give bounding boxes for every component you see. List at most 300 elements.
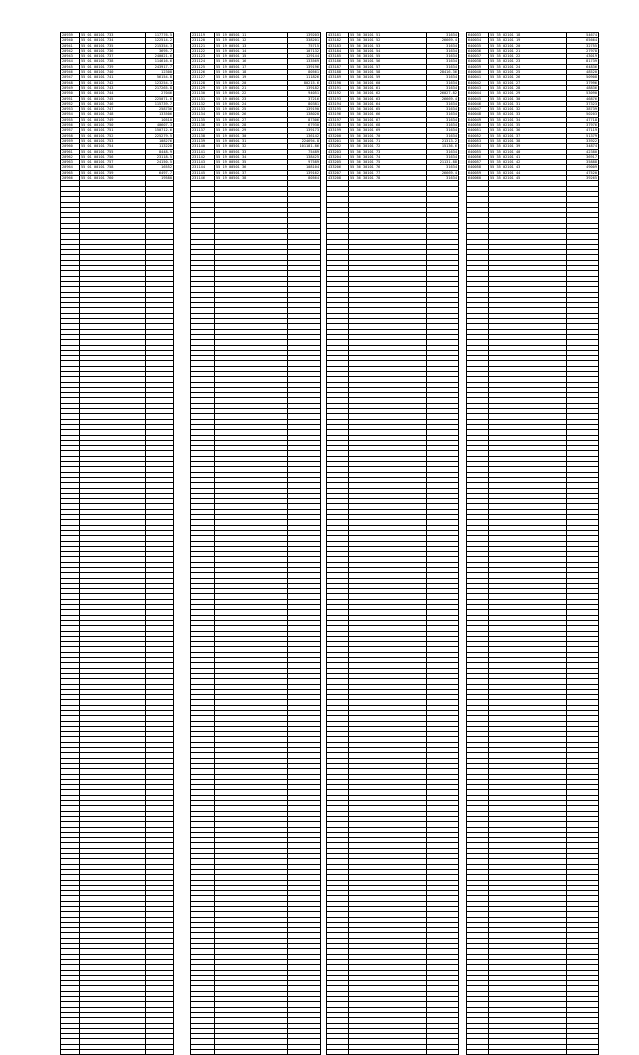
- row-id-cell: 433188: [327, 70, 349, 75]
- row-id-cell: 20963: [61, 160, 80, 165]
- row-id-cell: 231131: [191, 96, 215, 101]
- row-id-cell: 640044: [467, 91, 489, 96]
- code-cell: 55 35 02101 40: [489, 149, 567, 154]
- code-cell: 55 19 00501 12: [215, 38, 288, 43]
- amount-cell: 94051: [288, 91, 321, 96]
- amount-cell: 87306: [288, 117, 321, 122]
- row-id-cell: 20952: [61, 101, 80, 106]
- amount-cell: 150712.6: [146, 128, 174, 133]
- amount-cell: 31634: [427, 107, 459, 112]
- code-cell: 55 19 00501 21: [215, 85, 288, 90]
- amount-cell: 31634: [427, 54, 459, 59]
- row-id-cell: 231134: [191, 112, 215, 117]
- amount-cell: 31634: [427, 43, 459, 48]
- code-cell: 55 36 30101 70: [349, 133, 427, 138]
- code-cell: 55 19 00501 36: [215, 165, 288, 170]
- amount-cell: 31634: [427, 154, 459, 159]
- data-table: [326, 32, 459, 1055]
- data-table: [466, 32, 599, 1055]
- amount-cell: 139162: [288, 170, 321, 175]
- code-cell: 55 01 00101 736: [80, 48, 146, 53]
- amount-cell: 217265.8: [146, 85, 174, 90]
- amount-cell: [567, 1050, 599, 1055]
- row-id-cell: 20962: [61, 154, 80, 159]
- table-block-4: [466, 32, 599, 1055]
- code-cell: 55 35 02101 45: [489, 176, 567, 181]
- code-cell: 55 35 02101 43: [489, 165, 567, 170]
- amount-cell: 139190: [288, 107, 321, 112]
- amount-cell: 40607.3: [146, 123, 174, 128]
- code-cell: 55 36 30101 57: [349, 64, 427, 69]
- amount-cell: 49009: [567, 165, 599, 170]
- amount-cell: 75489: [288, 149, 321, 154]
- amount-cell: 53090: [567, 91, 599, 96]
- amount-cell: 31634: [427, 64, 459, 69]
- amount-cell: 46876: [567, 96, 599, 101]
- code-cell: 55 01 00101 746: [80, 101, 146, 106]
- code-cell: 55 36 30101 76: [349, 165, 427, 170]
- row-id-cell: 640059: [467, 170, 489, 175]
- code-cell: 55 01 00101 749: [80, 117, 146, 122]
- amount-cell: 31634: [427, 48, 459, 53]
- amount-cell: 56154.8: [146, 75, 174, 80]
- row-id-cell: 231141: [191, 149, 215, 154]
- row-id-cell: [467, 1050, 489, 1055]
- amount-cell: 33922: [567, 138, 599, 143]
- code-cell: 55 35 02101 34: [489, 117, 567, 122]
- code-cell: 55 36 30101 58: [349, 70, 427, 75]
- row-id-cell: 433204: [327, 154, 349, 159]
- code-cell: 55 36 30101 66: [349, 112, 427, 117]
- code-cell: 55 19 00501 13: [215, 43, 288, 48]
- amount-cell: 139182: [288, 85, 321, 90]
- row-id-cell: 640046: [467, 101, 489, 106]
- amount-cell: 50203: [567, 112, 599, 117]
- row-id-cell: 640055: [467, 149, 489, 154]
- amount-cell: 32755: [567, 43, 599, 48]
- code-cell: 55 35 02101 20: [489, 43, 567, 48]
- code-cell: 55 19 00501 14: [215, 48, 288, 53]
- row-id-cell: 640045: [467, 96, 489, 101]
- amount-cell: 8448.9: [146, 149, 174, 154]
- row-id-cell: 433199: [327, 128, 349, 133]
- code-cell: 55 01 00101 747: [80, 107, 146, 112]
- amount-cell: 80564: [288, 176, 321, 181]
- code-cell: [349, 1050, 427, 1055]
- row-id-cell: [191, 1050, 215, 1055]
- table-block-2: [190, 32, 321, 1055]
- amount-cell: 64836: [567, 64, 599, 69]
- code-cell: 55 36 30101 51: [349, 33, 427, 38]
- row-id-cell: 433207: [327, 170, 349, 175]
- table-row: [467, 1050, 599, 1055]
- code-cell: 55 35 02101 35: [489, 123, 567, 128]
- amount-cell: 31634: [427, 59, 459, 64]
- row-id-cell: 433198: [327, 123, 349, 128]
- row-id-cell: 640049: [467, 117, 489, 122]
- code-cell: 55 35 02101 22: [489, 54, 567, 59]
- row-id-cell: 20951: [61, 96, 80, 101]
- row-id-cell: 433206: [327, 165, 349, 170]
- amount-cell: 31634: [427, 165, 459, 170]
- amount-cell: 31634: [427, 80, 459, 85]
- row-id-cell: 20956: [61, 123, 80, 128]
- row-id-cell: 231128: [191, 80, 215, 85]
- row-id-cell: 231142: [191, 154, 215, 159]
- code-cell: 55 01 00101 741: [80, 75, 146, 80]
- code-cell: 55 35 02101 37: [489, 133, 567, 138]
- row-id-cell: 20946: [61, 70, 80, 75]
- amount-cell: 24150.5: [146, 160, 174, 165]
- amount-cell: 23118.5: [146, 154, 174, 159]
- amount-cell: 123254.3: [146, 80, 174, 85]
- row-id-cell: 231132: [191, 101, 215, 106]
- code-cell: 55 36 30101 59: [349, 75, 427, 80]
- code-cell: 55 19 00501 32: [215, 144, 288, 149]
- amount-cell: 47119: [567, 128, 599, 133]
- code-cell: 55 35 02101 25: [489, 70, 567, 75]
- amount-cell: 111826: [288, 75, 321, 80]
- code-cell: 55 35 02101 23: [489, 59, 567, 64]
- amount-cell: 31634: [427, 112, 459, 117]
- row-id-cell: 433184: [327, 48, 349, 53]
- code-cell: 55 35 02101 21: [489, 48, 567, 53]
- amount-cell: 26669.4: [427, 38, 459, 43]
- row-id-cell: 433203: [327, 149, 349, 154]
- row-id-cell: 20939: [61, 33, 80, 38]
- amount-cell: 65664: [567, 38, 599, 43]
- code-cell: 55 19 00501 35: [215, 160, 288, 165]
- code-cell: 55 36 30101 55: [349, 54, 427, 59]
- row-id-cell: 640056: [467, 154, 489, 159]
- row-id-cell: 433183: [327, 43, 349, 48]
- code-cell: 55 36 30101 71: [349, 138, 427, 143]
- code-cell: 55 36 30101 77: [349, 170, 427, 175]
- row-id-cell: 433189: [327, 75, 349, 80]
- amount-cell: 6497.7: [146, 170, 174, 175]
- code-cell: 55 36 30101 54: [349, 48, 427, 53]
- amount-cell: 122514.2: [146, 38, 174, 43]
- amount-cell: [427, 1050, 459, 1055]
- row-id-cell: 433182: [327, 38, 349, 43]
- amount-cell: 138020: [288, 112, 321, 117]
- code-cell: 55 01 00101 753: [80, 138, 146, 143]
- amount-cell: 48836: [567, 85, 599, 90]
- amount-cell: 80381: [288, 101, 321, 106]
- row-id-cell: 20948: [61, 80, 80, 85]
- row-id-cell: [61, 1050, 80, 1055]
- code-cell: 55 01 00101 734: [80, 38, 146, 43]
- code-cell: 55 01 00101 752: [80, 133, 146, 138]
- code-cell: 55 01 00101 745: [80, 96, 146, 101]
- row-id-cell: 433191: [327, 85, 349, 90]
- code-cell: 55 35 02101 39: [489, 144, 567, 149]
- code-cell: 55 01 00101 750: [80, 123, 146, 128]
- amount-cell: 224694.8: [288, 138, 321, 143]
- row-id-cell: 20961: [61, 149, 80, 154]
- row-id-cell: 231140: [191, 144, 215, 149]
- row-id-cell: 231143: [191, 160, 215, 165]
- row-id-cell: 20943: [61, 54, 80, 59]
- amount-cell: 108276: [146, 138, 174, 143]
- data-table: [190, 32, 321, 1055]
- amount-cell: 133569: [288, 59, 321, 64]
- code-cell: 55 36 30101 64: [349, 101, 427, 106]
- amount-cell: 67930: [288, 123, 321, 128]
- row-id-cell: 640058: [467, 165, 489, 170]
- code-cell: 55 36 30101 65: [349, 107, 427, 112]
- row-id-cell: 20966: [61, 176, 80, 181]
- row-id-cell: 20942: [61, 48, 80, 53]
- code-cell: 55 35 02101 18: [489, 33, 567, 38]
- table-block-3: [326, 32, 459, 1055]
- amount-cell: 139203: [288, 33, 321, 38]
- amount-cell: 26669.4: [427, 96, 459, 101]
- code-cell: 55 36 30101 75: [349, 160, 427, 165]
- row-id-cell: 20964: [61, 165, 80, 170]
- row-id-cell: 231133: [191, 107, 215, 112]
- amount-cell: 36917: [567, 154, 599, 159]
- code-cell: 55 19 00501 20: [215, 80, 288, 85]
- row-id-cell: 20958: [61, 133, 80, 138]
- row-id-cell: 20955: [61, 117, 80, 122]
- amount-cell: 37216: [288, 96, 321, 101]
- row-id-cell: 231146: [191, 176, 215, 181]
- code-cell: 55 19 00501 16: [215, 59, 288, 64]
- amount-cell: 136142: [288, 133, 321, 138]
- code-cell: 55 35 02101 19: [489, 38, 567, 43]
- code-cell: 55 36 30101 72: [349, 144, 427, 149]
- row-id-cell: 433193: [327, 96, 349, 101]
- amount-cell: [288, 1050, 321, 1055]
- code-cell: 55 19 00501 15: [215, 54, 288, 59]
- amount-cell: 114616.6: [146, 59, 174, 64]
- row-id-cell: 433187: [327, 64, 349, 69]
- code-cell: 55 01 00101 756: [80, 154, 146, 159]
- code-cell: 55 01 00101 733: [80, 33, 146, 38]
- code-cell: [215, 1050, 288, 1055]
- amount-cell: 108104: [288, 165, 321, 170]
- code-cell: 55 19 00501 33: [215, 149, 288, 154]
- code-cell: 55 36 30101 60: [349, 80, 427, 85]
- row-id-cell: 640033: [467, 33, 489, 38]
- code-cell: 55 01 00101 737: [80, 54, 146, 59]
- amount-cell: 37976: [567, 123, 599, 128]
- row-id-cell: 231130: [191, 91, 215, 96]
- amount-cell: 80561: [288, 70, 321, 75]
- amount-cell: 27046: [146, 91, 174, 96]
- row-id-cell: 231136: [191, 123, 215, 128]
- code-cell: 55 01 00101 757: [80, 160, 146, 165]
- amount-cell: 21313.2: [427, 138, 459, 143]
- amount-cell: 138425: [288, 154, 321, 159]
- amount-cell: 139173: [288, 128, 321, 133]
- row-id-cell: 20960: [61, 144, 80, 149]
- code-cell: 55 19 00501 27: [215, 117, 288, 122]
- code-cell: 55 19 00501 26: [215, 112, 288, 117]
- row-id-cell: 20944: [61, 59, 80, 64]
- amount-cell: 28416.36: [427, 70, 459, 75]
- table-row: [61, 1050, 174, 1055]
- code-cell: 55 36 30101 63: [349, 96, 427, 101]
- code-cell: 55 36 30101 53: [349, 43, 427, 48]
- row-id-cell: 433196: [327, 112, 349, 117]
- row-id-cell: 640050: [467, 123, 489, 128]
- amount-cell: 43019: [567, 54, 599, 59]
- code-cell: 55 35 02101 36: [489, 128, 567, 133]
- row-id-cell: 640057: [467, 160, 489, 165]
- code-cell: 55 35 02101 44: [489, 170, 567, 175]
- amount-cell: 31634: [427, 33, 459, 38]
- code-cell: 55 01 00101 758: [80, 165, 146, 170]
- code-cell: 55 19 00501 28: [215, 123, 288, 128]
- amount-cell: 15136.6: [427, 144, 459, 149]
- amount-cell: 117776.5: [146, 33, 174, 38]
- amount-cell: 80215.6: [288, 80, 321, 85]
- amount-cell: 139196: [288, 64, 321, 69]
- code-cell: 55 36 30101 56: [349, 59, 427, 64]
- amount-cell: 31634: [427, 149, 459, 154]
- code-cell: 55 36 30101 52: [349, 38, 427, 43]
- amount-cell: 16552: [146, 165, 174, 170]
- code-cell: 55 01 00101 755: [80, 149, 146, 154]
- amount-cell: 34874: [567, 144, 599, 149]
- code-cell: 55 19 00501 34: [215, 154, 288, 159]
- row-id-cell: 640051: [467, 128, 489, 133]
- amount-cell: 31634: [427, 75, 459, 80]
- row-id-cell: 640039: [467, 64, 489, 69]
- code-cell: 55 19 00501 17: [215, 64, 288, 69]
- code-cell: 55 35 02101 38: [489, 138, 567, 143]
- table-row: [191, 1050, 321, 1055]
- amount-cell: 113228: [146, 144, 174, 149]
- row-id-cell: 433186: [327, 59, 349, 64]
- row-id-cell: 231145: [191, 170, 215, 175]
- code-cell: 55 36 30101 62: [349, 91, 427, 96]
- code-cell: 55 35 02101 26: [489, 75, 567, 80]
- amount-cell: 50908: [567, 75, 599, 80]
- amount-cell: 258736: [146, 107, 174, 112]
- amount-cell: 133506: [146, 112, 174, 117]
- amount-cell: 42380: [567, 149, 599, 154]
- row-id-cell: [327, 1050, 349, 1055]
- code-cell: 55 36 30101 74: [349, 154, 427, 159]
- row-id-cell: 231121: [191, 43, 215, 48]
- amount-cell: 31634: [427, 101, 459, 106]
- amount-cell: 101181.86: [288, 144, 321, 149]
- row-id-cell: 640054: [467, 144, 489, 149]
- amount-cell: 129144: [288, 54, 321, 59]
- row-id-cell: 20954: [61, 112, 80, 117]
- amount-cell: 26027.82: [427, 91, 459, 96]
- amount-cell: 38739: [567, 107, 599, 112]
- row-id-cell: 231126: [191, 70, 215, 75]
- code-cell: 55 36 30101 69: [349, 128, 427, 133]
- code-cell: 55 19 00501 30: [215, 133, 288, 138]
- code-cell: 55 19 00501 24: [215, 101, 288, 106]
- code-cell: 55 01 00101 740: [80, 70, 146, 75]
- code-cell: 55 36 30101 73: [349, 149, 427, 154]
- amount-cell: 26669.4: [427, 170, 459, 175]
- code-cell: 55 01 00101 739: [80, 64, 146, 69]
- code-cell: 55 36 30101 67: [349, 117, 427, 122]
- row-id-cell: 433190: [327, 80, 349, 85]
- amount-cell: 31634: [427, 176, 459, 181]
- code-cell: 55 35 02101 33: [489, 112, 567, 117]
- row-id-cell: 640037: [467, 54, 489, 59]
- amount-cell: 31634: [427, 133, 459, 138]
- row-id-cell: 20941: [61, 43, 80, 48]
- code-cell: 55 01 00101 759: [80, 170, 146, 175]
- amount-cell: 225071.6: [146, 96, 174, 101]
- amount-cell: 47520: [567, 170, 599, 175]
- row-id-cell: 640042: [467, 80, 489, 85]
- row-id-cell: 640038: [467, 59, 489, 64]
- code-cell: [489, 1050, 567, 1055]
- code-cell: 55 01 00101 754: [80, 144, 146, 149]
- amount-cell: 51379: [567, 133, 599, 138]
- row-id-cell: 231144: [191, 165, 215, 170]
- code-cell: 55 19 00501 38: [215, 176, 288, 181]
- amount-cell: 3695.7: [146, 48, 174, 53]
- code-cell: 55 19 00501 23: [215, 96, 288, 101]
- code-cell: 55 19 00501 31: [215, 138, 288, 143]
- row-id-cell: 640060: [467, 176, 489, 181]
- amount-cell: 240021.6: [146, 54, 174, 59]
- amount-cell: 75715: [288, 43, 321, 48]
- row-id-cell: 640048: [467, 112, 489, 117]
- amount-cell: 35888: [567, 160, 599, 165]
- row-id-cell: 231122: [191, 48, 215, 53]
- row-id-cell: 433194: [327, 101, 349, 106]
- code-cell: 55 01 00101 735: [80, 43, 146, 48]
- row-id-cell: 231129: [191, 85, 215, 90]
- row-id-cell: 640047: [467, 107, 489, 112]
- code-cell: 55 36 30101 68: [349, 123, 427, 128]
- table-row: [327, 1050, 459, 1055]
- row-id-cell: 433181: [327, 33, 349, 38]
- row-id-cell: 640043: [467, 85, 489, 90]
- row-id-cell: 20940: [61, 38, 80, 43]
- row-id-cell: 231138: [191, 133, 215, 138]
- row-id-cell: 20965: [61, 170, 80, 175]
- amount-cell: [146, 1050, 174, 1055]
- code-cell: 55 35 02101 30: [489, 96, 567, 101]
- code-cell: 55 19 00501 11: [215, 33, 288, 38]
- row-id-cell: 20957: [61, 128, 80, 133]
- row-id-cell: 20953: [61, 107, 80, 112]
- amount-cell: 243917.7: [146, 64, 174, 69]
- amount-cell: 81739: [567, 59, 599, 64]
- amount-cell: 48520: [567, 70, 599, 75]
- row-id-cell: 433208: [327, 176, 349, 181]
- row-id-cell: 433195: [327, 107, 349, 112]
- row-id-cell: 231123: [191, 54, 215, 59]
- code-cell: 55 35 02101 28: [489, 85, 567, 90]
- row-id-cell: 433201: [327, 138, 349, 143]
- amount-cell: 37323: [567, 101, 599, 106]
- row-id-cell: 433197: [327, 117, 349, 122]
- amount-cell: 39265: [567, 176, 599, 181]
- row-id-cell: 640040: [467, 70, 489, 75]
- code-cell: 55 01 00101 738: [80, 59, 146, 64]
- amount-cell: 54674: [567, 33, 599, 38]
- code-cell: 55 35 02101 24: [489, 64, 567, 69]
- code-cell: 55 01 00101 751: [80, 128, 146, 133]
- code-cell: 55 19 00501 22: [215, 91, 288, 96]
- amount-cell: 47718: [567, 117, 599, 122]
- code-cell: 55 36 30101 78: [349, 176, 427, 181]
